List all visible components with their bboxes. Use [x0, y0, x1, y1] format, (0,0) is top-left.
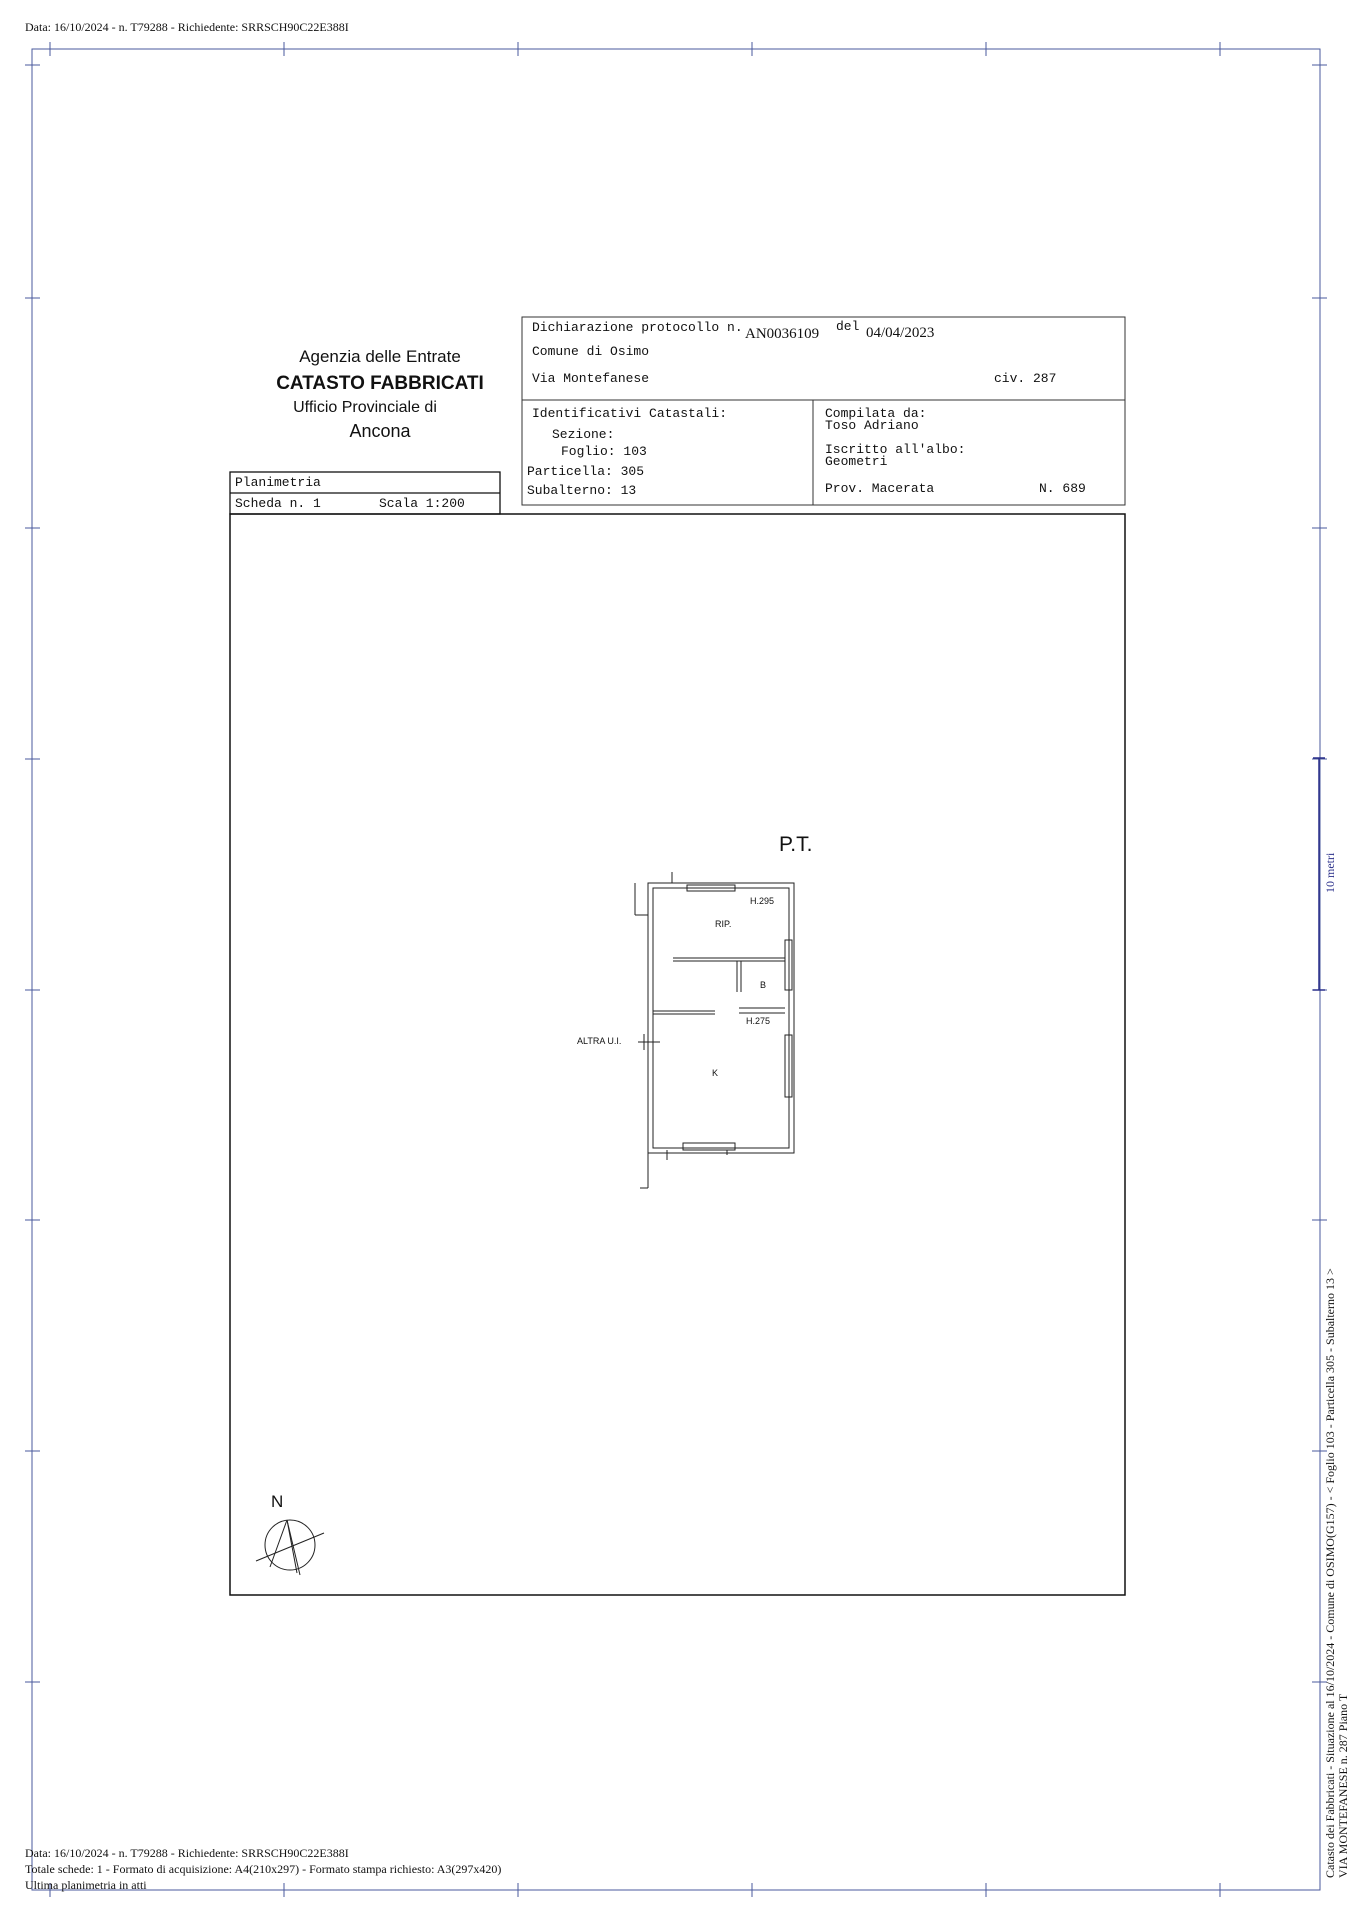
- room-b: B: [760, 980, 767, 990]
- protocol-number: AN0036109: [745, 326, 820, 342]
- identifiers-title: Identificativi Catastali:: [532, 406, 728, 421]
- agency-province: Ancona: [349, 421, 411, 441]
- altra-ui-label: ALTRA U.I.: [577, 1036, 622, 1046]
- albo-value: Geometri: [825, 454, 888, 469]
- comune: Comune di Osimo: [532, 344, 650, 359]
- protocol-label: Dichiarazione protocollo n.: [532, 320, 743, 335]
- room-k: K: [712, 1068, 719, 1078]
- room-rip: RIP.: [715, 919, 732, 929]
- planimetria-title: Planimetria: [235, 475, 321, 490]
- header-request-info: Data: 16/10/2024 - n. T79288 - Richiedente: SRRSCH90C22E388I: [25, 20, 349, 34]
- agency-catasto: CATASTO FABBRICATI: [276, 373, 484, 394]
- compiler-name: Toso Adriano: [825, 418, 919, 433]
- plan-scale: Scala 1:200: [379, 496, 465, 511]
- compiler-label: Compilata da:: [825, 406, 927, 421]
- foglio: Foglio: 103: [561, 444, 647, 459]
- scheda-number: Scheda n. 1: [235, 496, 321, 511]
- room-height-2: H.275: [746, 1016, 771, 1026]
- room-height-1: H.295: [750, 896, 775, 906]
- particella: Particella: 305: [527, 464, 645, 479]
- footer-last-plan: Ultima planimetria in atti: [25, 1878, 147, 1892]
- north-label: N: [271, 1492, 284, 1511]
- footer-request-info: Data: 16/10/2024 - n. T79288 - Richiedente: SRRSCH90C22E388I: [25, 1846, 349, 1860]
- civic-number: civ. 287: [994, 371, 1057, 386]
- scale-bar-label: 10 metri: [1323, 852, 1337, 893]
- drawing-area: [230, 514, 1125, 1595]
- subalterno: Subalterno: 13: [527, 483, 637, 498]
- vertical-situation-line: Catasto dei Fabbricati - Situazione al 16/10/2024 - Comune di OSIMO(G157) - < Foglio 103 - Particella 305 - Subalterno 13 >: [1323, 1268, 1337, 1878]
- address: Via Montefanese: [532, 371, 650, 386]
- albo-label: Iscritto all'albo:: [825, 442, 966, 457]
- compiler-province: Prov. Macerata: [825, 481, 935, 496]
- compiler-number: N. 689: [1039, 481, 1086, 496]
- footer-format-info: Totale schede: 1 - Formato di acquisizione: A4(210x297) - Formato stampa richiesto: A3(297x420): [25, 1862, 502, 1876]
- north-compass-icon: [256, 1520, 324, 1575]
- vertical-address-line: VIA MONTEFANESE n. 287 Piano T: [1336, 1693, 1350, 1878]
- agency-name: Agenzia delle Entrate: [299, 347, 461, 366]
- protocol-date: 04/04/2023: [866, 325, 935, 341]
- agency-office: Ufficio Provinciale di: [293, 399, 437, 416]
- floor-label: P.T.: [779, 833, 813, 856]
- date-label: del: [836, 319, 860, 334]
- sezione: Sezione:: [552, 427, 615, 442]
